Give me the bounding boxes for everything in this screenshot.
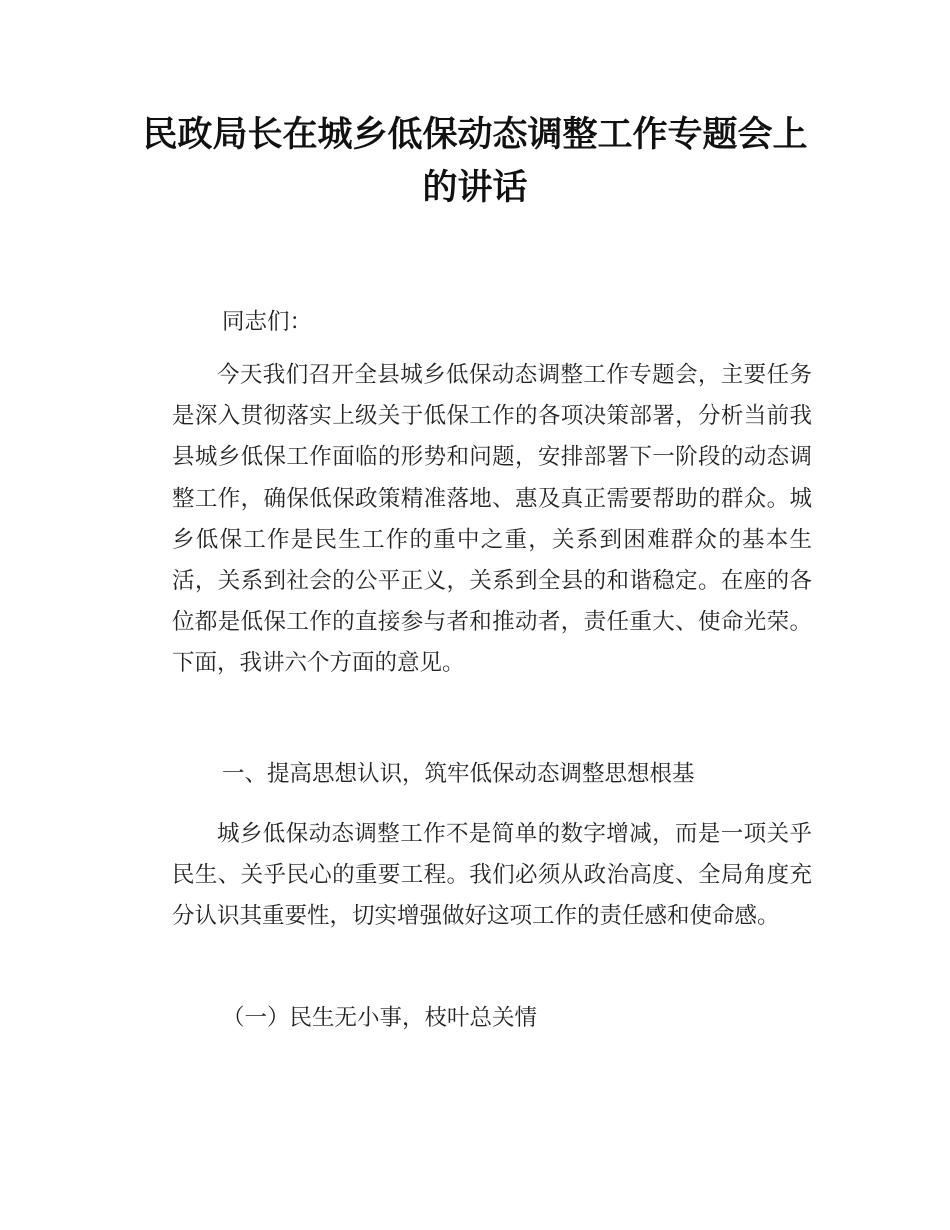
document-title xyxy=(100,108,850,214)
section-heading-1: 一、提高思想认识，筑牢低保动态调整思想根基 xyxy=(222,761,695,787)
title-line-1: 民政局长在城乡低保动态调整工作专题会上 xyxy=(142,114,808,155)
subsection-heading-1: （一）民生无小事，枝叶总关情 xyxy=(222,1005,538,1031)
section-1-paragraph: 城乡低保动态调整工作不是简单的数字增减，而是一项关乎民生、关乎民心的重要工程。我们必须从政治高度、全局角度充分认识其重要性，切实增强做好这项工作的责任感和使命感。 xyxy=(172,821,812,930)
title-line-2: 的讲话 xyxy=(422,167,528,208)
intro-paragraph: 今天我们召开全县城乡低保动态调整工作专题会，主要任务是深入贯彻落实上级关于低保工作的各项决策部署，分析当前我县城乡低保工作面临的形势和问题，安排部署下一阶段的动态调整工作，确保低保政策精准落地、惠及真正需要帮助的群众。城乡低保工作是民生工作的重中之重，关系到困难群众的基本生活，关系到社会的公平正义，关系到全县的和谐稳定。在座的各位都是低保工作的直接参与者和推动者，责任重大、使命光荣。下面，我讲六个方面的意见。 xyxy=(172,362,812,677)
salutation: 同志们： xyxy=(222,309,313,335)
